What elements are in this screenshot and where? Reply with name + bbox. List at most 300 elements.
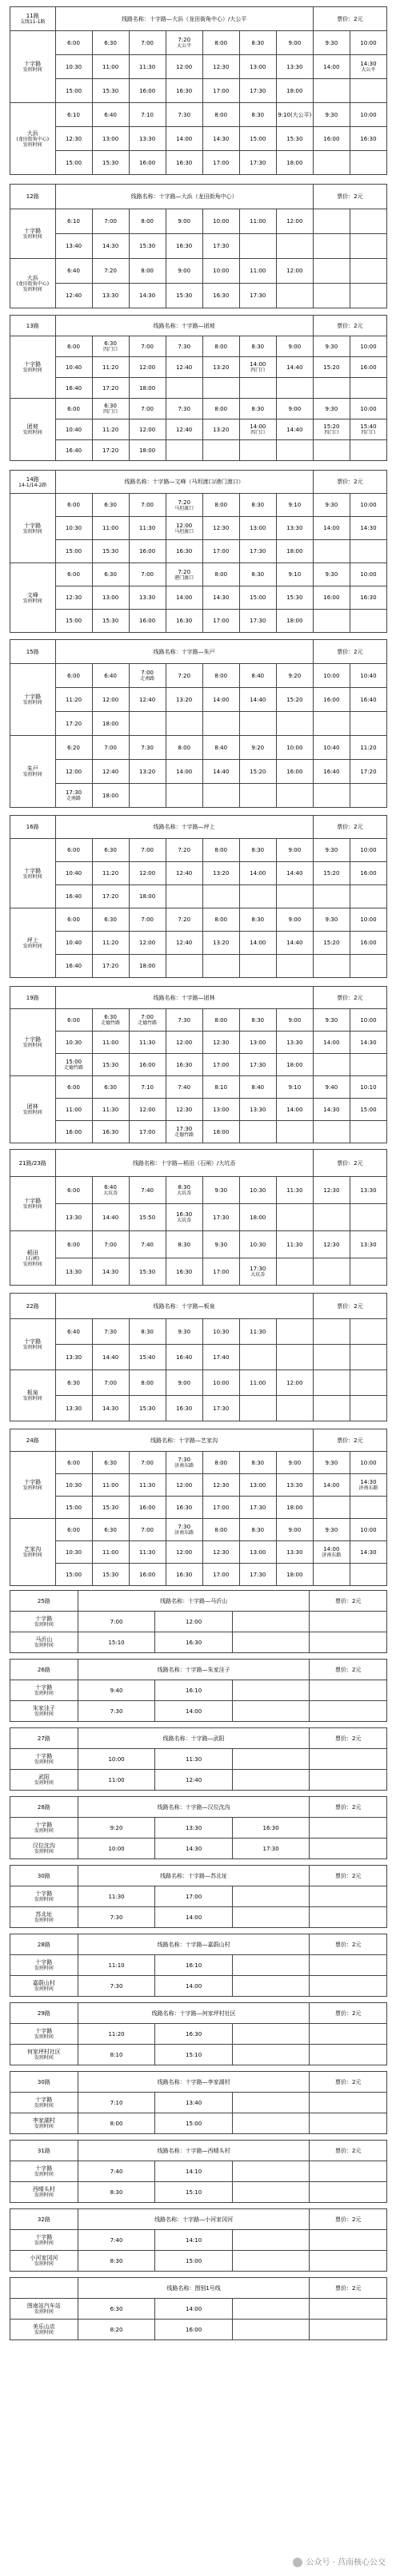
route-name: 线路名称：十字路—马沂山 — [78, 1591, 310, 1612]
route-price: 票价：2元 — [313, 1429, 386, 1452]
departure-time — [276, 1319, 313, 1345]
departure-stop-label: 十字路 发班时间 — [10, 1749, 78, 1770]
route-table-r13 — [10, 315, 387, 465]
table-row — [10, 127, 387, 151]
departure-time: 11:00 — [92, 1541, 129, 1564]
departure-time — [350, 1258, 386, 1286]
departure-time: 14:40 — [239, 688, 276, 712]
route-table-r14 — [10, 470, 387, 634]
departure-time — [350, 234, 386, 259]
departure-stop-label: 十字路 发班时间 — [10, 2024, 78, 2045]
departure-time: 13:30 — [350, 1177, 386, 1204]
departure-time: 14:40 — [276, 932, 313, 955]
route-name: 线路名称：十字路—朱家洼子 — [78, 1660, 310, 1680]
departure-time: 13:30 — [55, 1345, 92, 1370]
departure-time: 7:00 — [129, 908, 166, 932]
departure-stop-label: 十字路 发班时间 — [10, 209, 56, 259]
departure-time: 10:40 — [55, 932, 92, 955]
route-table-r36 — [10, 2277, 387, 2341]
route-name: 线路名称：十字路—小河家冈河 — [78, 2209, 310, 2230]
departure-time: 14:10 — [155, 2230, 233, 2251]
table-row — [10, 1474, 387, 1497]
departure-time: 18:00 — [239, 1204, 276, 1231]
departure-time: 6:00 — [55, 1009, 92, 1032]
departure-time: 14:00 — [313, 55, 350, 79]
departure-time: 16:30 — [202, 284, 239, 308]
departure-time — [310, 1701, 387, 1722]
departure-time: 9:00 — [276, 1452, 313, 1474]
departure-time: 9:20 — [239, 736, 276, 760]
departure-time: 9:40 — [313, 1076, 350, 1099]
departure-time: 10:00 — [78, 1839, 155, 1859]
departure-time: 17:30 — [239, 284, 276, 308]
departure-time: 6:00 — [55, 563, 92, 586]
departure-time — [276, 1345, 313, 1370]
departure-stop-label: 李家湖村 发班时间 — [10, 2113, 78, 2134]
departure-time: 13:30 — [350, 1231, 386, 1258]
departure-time: 8:40 — [239, 1076, 276, 1099]
departure-time: 18:00 — [276, 1054, 313, 1076]
departure-time: 17:00 — [129, 1121, 166, 1143]
departure-time: 14:00 — [313, 1032, 350, 1054]
departure-time: 11:30 — [78, 1886, 155, 1907]
table-row — [10, 517, 387, 540]
departure-time: 7:30 — [78, 1907, 155, 1928]
departure-time — [166, 712, 202, 736]
departure-time: 17:30 — [239, 1054, 276, 1076]
table-row — [10, 1345, 387, 1370]
departure-time: 10:40 — [55, 419, 92, 440]
departure-time: 12:30 — [166, 1099, 202, 1121]
departure-time: 8:30 — [78, 2182, 155, 2203]
departure-time: 9:30 — [202, 1231, 239, 1258]
departure-time: 7:30 济南东路 — [166, 1519, 202, 1541]
table-row — [10, 55, 387, 79]
departure-time: 15:30 — [166, 284, 202, 308]
departure-time: 12:30 — [313, 1177, 350, 1204]
departure-time: 10:00 — [350, 563, 386, 586]
departure-time — [313, 79, 350, 103]
departure-time: 6:30 四门口 — [92, 336, 129, 357]
route-number: 16路 — [10, 816, 56, 839]
departure-time — [166, 440, 202, 461]
table-row — [10, 862, 387, 885]
departure-time: 9:30 — [313, 399, 350, 419]
departure-time: 16:00 — [129, 1054, 166, 1076]
departure-time: 10:00 — [350, 1452, 386, 1474]
table-row — [10, 1749, 387, 1770]
departure-time: 15:20 — [313, 357, 350, 378]
departure-time: 18:00 — [276, 1564, 313, 1586]
departure-time: 12:00 — [276, 209, 313, 234]
departure-time: 15:50 — [129, 1204, 166, 1231]
departure-stop-label: 十字路 发班时间 — [10, 1177, 56, 1231]
departure-time — [276, 234, 313, 259]
departure-time: 8:00 — [202, 1519, 239, 1541]
departure-time: 8:30 — [239, 1452, 276, 1474]
departure-time: 14:30 — [313, 1099, 350, 1121]
departure-time: 9:00 — [276, 336, 313, 357]
route-name: 线路名称：十字路—汉位沈沟 — [78, 1797, 310, 1818]
departure-time: 13:30 — [276, 517, 313, 540]
departure-time: 7:30 — [129, 736, 166, 760]
departure-time: 8:00 — [202, 494, 239, 517]
departure-time: 16:40 — [166, 1345, 202, 1370]
departure-stop-label: 汉位沈沟 发班时间 — [10, 1839, 78, 1859]
route-name: 线路名称：十字路—团坡 — [55, 316, 313, 336]
departure-stop-label: 何家坪村社区 发班时间 — [10, 2045, 78, 2065]
departure-time: 11:00 — [92, 517, 129, 540]
departure-time: 7:40 — [129, 1177, 166, 1204]
departure-time: 17:30 — [239, 151, 276, 175]
departure-time: 6:00 — [55, 494, 92, 517]
departure-stop-label: 大浜 (龙田街角中心) 发班时间 — [10, 103, 56, 175]
departure-time: 17:00 — [202, 1258, 239, 1286]
route-number: 12路 — [10, 185, 56, 209]
departure-time: 12:30 — [55, 586, 92, 610]
departure-time: 6:00 — [55, 1519, 92, 1541]
table-row — [10, 103, 387, 127]
departure-stop-label: 十字路 发班时间 — [10, 2161, 78, 2182]
departure-time: 8:20 — [78, 2320, 155, 2340]
departure-time: 12:30 — [55, 127, 92, 151]
table-row — [10, 736, 387, 760]
departure-time: 9:30 — [313, 839, 350, 862]
departure-time: 14:00 — [166, 760, 202, 784]
departure-time: 15:20 — [276, 688, 313, 712]
departure-time — [310, 1976, 387, 1997]
departure-time: 11:20 — [78, 2024, 155, 2045]
departure-time: 17:00 — [155, 1886, 233, 1907]
departure-time: 8:00 — [202, 1452, 239, 1474]
departure-time — [276, 1258, 313, 1286]
departure-time: 6:30 — [92, 563, 129, 586]
departure-time — [310, 1612, 387, 1632]
departure-time — [276, 1204, 313, 1231]
departure-time: 15:20 — [313, 932, 350, 955]
departure-stop-label: 团坡 发班时间 — [10, 399, 56, 461]
departure-time: 7:30 — [92, 1319, 129, 1345]
departure-stop-label: 十字路 发班时间 — [10, 1955, 78, 1976]
departure-time: 11:00 — [78, 1770, 155, 1791]
table-row — [10, 2024, 387, 2045]
departure-time: 15:00 — [55, 610, 92, 633]
departure-time: 13:00 — [239, 55, 276, 79]
route-number: 30路 — [10, 1866, 78, 1886]
table-row — [10, 209, 387, 234]
departure-time: 13:00 — [239, 517, 276, 540]
departure-time: 15:30 — [129, 1396, 166, 1421]
departure-time: 18:00 — [129, 440, 166, 461]
departure-time: 12:00 — [129, 932, 166, 955]
departure-time: 9:00 — [276, 839, 313, 862]
route-number: 28路 — [10, 1934, 78, 1955]
departure-time — [310, 1886, 387, 1907]
departure-time: 6:30 — [92, 1519, 129, 1541]
departure-time: 8:00 — [166, 736, 202, 760]
departure-time: 10:00 — [350, 908, 386, 932]
route-name: 线路名称：十字路—朱戸 — [55, 640, 313, 664]
departure-time — [232, 1612, 310, 1632]
departure-time: 14:00 — [202, 688, 239, 712]
table-row — [10, 1452, 387, 1474]
departure-time: 7:20 马坦渡口 — [166, 494, 202, 517]
departure-time: 11:00 — [92, 1032, 129, 1054]
departure-time: 10:00 — [276, 736, 313, 760]
route-table-r35 — [10, 2208, 387, 2272]
departure-time — [232, 2299, 310, 2320]
departure-time: 12:40 — [155, 1770, 233, 1791]
departure-time: 17:00 — [202, 610, 239, 633]
departure-time — [310, 2251, 387, 2272]
departure-stop-label: 朱戸 发班时间 — [10, 736, 56, 808]
departure-time: 12:00 — [55, 760, 92, 784]
departure-time: 14:00 — [313, 1474, 350, 1497]
departure-time: 14:00 — [155, 2299, 233, 2320]
departure-time: 9:00 — [276, 1519, 313, 1541]
table-row — [10, 540, 387, 563]
departure-time: 15:00 — [155, 2113, 233, 2134]
departure-time — [350, 1370, 386, 1396]
departure-time: 17:30 走德竹路 — [166, 1121, 202, 1143]
table-row — [10, 2113, 387, 2134]
departure-time: 9:30 — [313, 1009, 350, 1032]
route-number: 14路 14-1/14-2路 — [10, 471, 56, 494]
departure-time: 11:00 — [239, 1370, 276, 1396]
route-price: 票价：2元 — [313, 640, 386, 664]
departure-stop-label: 十字路 发班时间 — [10, 2093, 78, 2113]
departure-time: 13:30 — [155, 1818, 233, 1839]
departure-time: 14:30 大公平 — [350, 55, 386, 79]
departure-time: 8:30 — [239, 494, 276, 517]
departure-time — [232, 1701, 310, 1722]
departure-time — [232, 2024, 310, 2045]
departure-time — [350, 1204, 386, 1231]
route-name: 线路名称：十字路—何家坪村社区 — [78, 2003, 310, 2024]
table-row — [10, 2161, 387, 2182]
departure-time: 8:00 — [202, 103, 239, 127]
departure-stop-label: 十字路 发班时间 — [10, 1009, 56, 1076]
departure-time — [232, 1886, 310, 1907]
departure-time: 12:40 — [166, 932, 202, 955]
route-price: 票价：2元 — [313, 1150, 386, 1177]
departure-time: 15:10 — [155, 2182, 233, 2203]
departure-stop-label: 十字路 发班时间 — [10, 336, 56, 399]
route-number: 22路 — [10, 1294, 56, 1319]
departure-time: 12:00 — [129, 357, 166, 378]
table-row — [10, 2230, 387, 2251]
departure-time: 12:40 — [166, 862, 202, 885]
departure-time: 12:00 — [166, 55, 202, 79]
route-number: 28路 — [10, 1797, 78, 1818]
departure-time: 16:30 大坑岙 — [166, 1204, 202, 1231]
departure-time: 11:30 — [129, 1474, 166, 1497]
departure-time: 11:20 — [55, 688, 92, 712]
departure-time — [350, 284, 386, 308]
route-name: 线路名称：图别1号线 — [78, 2278, 310, 2299]
departure-time: 8:30 — [239, 908, 276, 932]
route-number: 24路 — [10, 1429, 56, 1452]
departure-time: 14:00 — [166, 127, 202, 151]
departure-time: 13:00 — [202, 1099, 239, 1121]
departure-time: 7:10 — [129, 1076, 166, 1099]
departure-time: 6:30 — [55, 1370, 92, 1396]
departure-time: 16:40 — [55, 955, 92, 978]
departure-time: 14:00 — [155, 1701, 233, 1722]
departure-time: 10:00 — [78, 1749, 155, 1770]
departure-time: 8:00 — [78, 2113, 155, 2134]
departure-time: 11:30 — [155, 1749, 233, 1770]
departure-time: 16:00 — [129, 1564, 166, 1586]
departure-time: 13:30 — [276, 55, 313, 79]
departure-time: 14:30 — [202, 586, 239, 610]
departure-time: 12:00 — [92, 688, 129, 712]
departure-time: 8:00 — [202, 664, 239, 688]
departure-time: 6:00 — [55, 1076, 92, 1099]
departure-time — [350, 209, 386, 234]
departure-time: 17:30 — [239, 540, 276, 563]
departure-time: 11:20 — [92, 932, 129, 955]
departure-time — [310, 1839, 387, 1859]
departure-time: 11:30 — [129, 517, 166, 540]
departure-time — [239, 712, 276, 736]
departure-time: 8:00 — [202, 563, 239, 586]
departure-time — [350, 1319, 386, 1345]
table-row — [10, 1396, 387, 1421]
route-number — [10, 2278, 78, 2299]
table-row — [10, 1258, 387, 1286]
route-name: 线路名称：十字路—板泉 — [55, 1294, 313, 1319]
departure-time: 12:40 — [166, 419, 202, 440]
departure-time: 15:30 — [129, 234, 166, 259]
departure-time — [310, 1770, 387, 1791]
table-row — [10, 1054, 387, 1076]
departure-stop-label: 十字路 发班时间 — [10, 839, 56, 908]
route-price: 票价：2元 — [310, 1591, 387, 1612]
departure-time: 9:30 — [313, 1452, 350, 1474]
departure-time: 14:40 — [202, 760, 239, 784]
departure-time: 8:30 — [239, 839, 276, 862]
departure-time: 8:00 — [129, 209, 166, 234]
departure-stop-label: 西晴头村 发班时间 — [10, 2182, 78, 2203]
departure-time: 10:30 — [239, 1231, 276, 1258]
departure-time: 11:20 — [350, 736, 386, 760]
departure-time: 10:40 — [350, 664, 386, 688]
departure-time — [310, 1955, 387, 1976]
departure-time: 10:30 — [239, 1177, 276, 1204]
departure-stop-label: 十字路 发班时间 — [10, 1818, 78, 1839]
departure-time: 10:30 — [55, 517, 92, 540]
table-row — [10, 1818, 387, 1839]
departure-time: 18:00 — [276, 151, 313, 175]
departure-time — [350, 151, 386, 175]
departure-time: 11:30 — [276, 1177, 313, 1204]
departure-stop-label: 十字路 发班时间 — [10, 31, 56, 103]
departure-time: 6:00 — [55, 664, 92, 688]
departure-time — [350, 1497, 386, 1519]
route-table-r32 — [10, 2002, 387, 2066]
departure-time: 6:00 — [55, 1452, 92, 1474]
table-row — [10, 440, 387, 461]
route-name: 线路名称：十字路—团林 — [55, 987, 313, 1009]
departure-time: 16:30 — [166, 610, 202, 633]
departure-time: 9:10 — [276, 1076, 313, 1099]
departure-time: 14:40 — [276, 419, 313, 440]
table-row — [10, 955, 387, 978]
departure-time: 11:20 — [92, 357, 129, 378]
departure-time — [313, 1396, 350, 1421]
departure-time — [232, 2320, 310, 2340]
table-row — [10, 1680, 387, 1701]
table-row — [10, 885, 387, 908]
departure-time: 15:00 — [55, 151, 92, 175]
departure-time: 16:00 — [350, 932, 386, 955]
departure-time: 15:40 四门口 — [350, 419, 386, 440]
table-row — [10, 2320, 387, 2340]
departure-time: 14:00 — [155, 1976, 233, 1997]
departure-time: 10:00 — [350, 103, 386, 127]
departure-time: 18:00 — [92, 712, 129, 736]
departure-time: 8:40 — [239, 664, 276, 688]
departure-time: 9:30 — [202, 1177, 239, 1204]
route-number: 30路 — [10, 2072, 78, 2093]
table-row — [10, 2299, 387, 2320]
departure-time — [313, 209, 350, 234]
departure-time: 16:00 — [129, 1497, 166, 1519]
departure-time — [350, 955, 386, 978]
table-row — [10, 1319, 387, 1345]
departure-time: 16:30 — [166, 234, 202, 259]
departure-time: 16:00 — [129, 610, 166, 633]
route-price: 票价：2元 — [310, 1660, 387, 1680]
departure-time: 13:30 — [92, 284, 129, 308]
table-row — [10, 563, 387, 586]
departure-time: 6:30 — [92, 1452, 129, 1474]
route-price: 票价：2元 — [310, 1797, 387, 1818]
departure-time: 17:30 — [239, 79, 276, 103]
table-row — [10, 1907, 387, 1928]
route-price: 票价：2元 — [310, 2072, 387, 2093]
departure-time: 17:00 — [202, 1054, 239, 1076]
departure-time: 8:30 — [129, 1319, 166, 1345]
departure-time: 15:30 — [92, 540, 129, 563]
table-row — [10, 1976, 387, 1997]
departure-time: 7:30 — [166, 103, 202, 127]
table-row — [10, 79, 387, 103]
departure-time: 10:40 — [313, 736, 350, 760]
departure-time: 7:20 — [166, 839, 202, 862]
departure-time: 13:20 — [202, 862, 239, 885]
departure-time: 15:20 — [239, 760, 276, 784]
departure-time — [313, 540, 350, 563]
route-price: 票价：2元 — [310, 1934, 387, 1955]
table-row — [10, 839, 387, 862]
departure-stop-label: 十字路 发班时间 — [10, 1319, 56, 1370]
departure-time — [350, 440, 386, 461]
table-row — [10, 1099, 387, 1121]
route-name: 线路名称：十字路—大浜（龙田街角中心） — [55, 185, 313, 209]
departure-time: 7:30 — [166, 399, 202, 419]
departure-time: 12:00 — [129, 862, 166, 885]
departure-time: 16:00 — [350, 357, 386, 378]
departure-time: 10:40 — [55, 357, 92, 378]
departure-time — [232, 2182, 310, 2203]
departure-time: 16:30 — [166, 79, 202, 103]
departure-time: 13:30 — [239, 1099, 276, 1121]
departure-time: 7:30 — [78, 1701, 155, 1722]
departure-time: 6:10 — [55, 209, 92, 234]
departure-time: 15:30 — [92, 610, 129, 633]
